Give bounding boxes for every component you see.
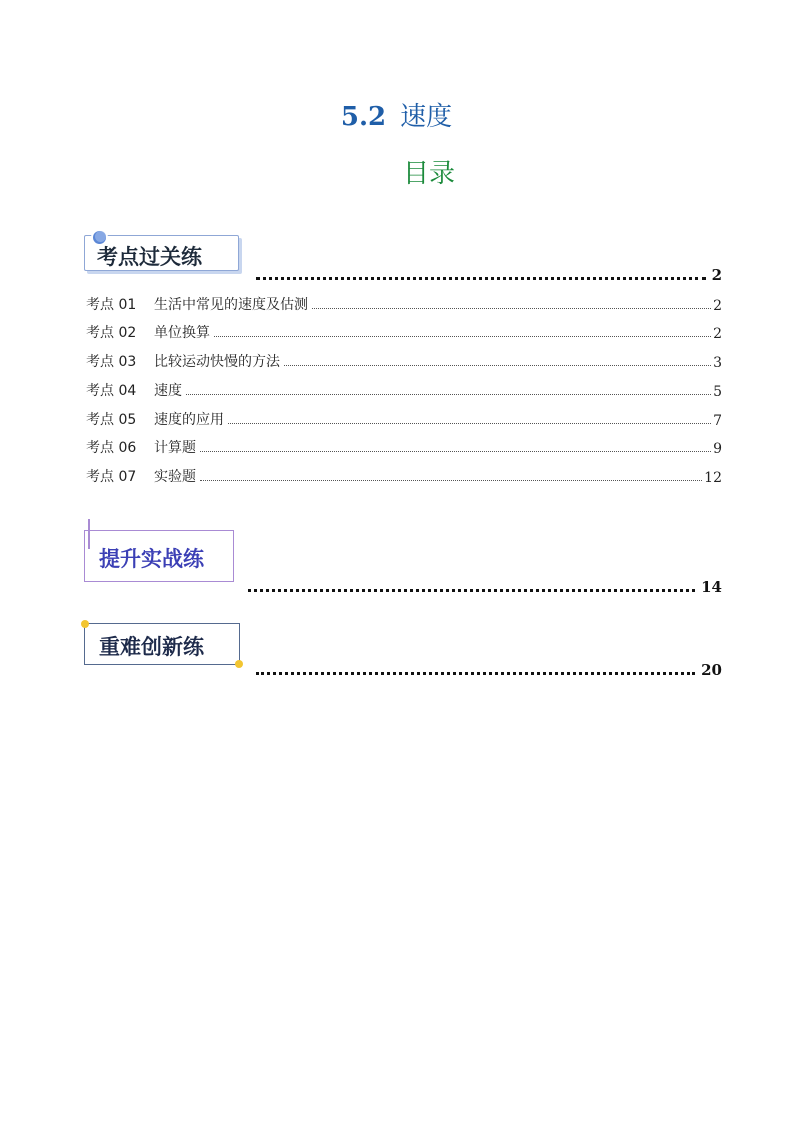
dotted-leader [228,423,711,424]
section-page-number: 20 [701,661,722,679]
toc-entry-code: 考点 01 [86,297,137,313]
toc-entry-code: 考点 07 [86,469,137,485]
page-title [0,96,793,133]
section-page-number: 14 [701,578,722,596]
toc-entry-code: 考点 06 [86,440,137,456]
toc-entry-name: 速度的应用 [154,412,224,428]
dotted-leader [312,308,711,309]
toc-entry[interactable] [86,351,722,371]
dotted-leader [200,480,702,481]
toc-entry-code: 考点 03 [86,354,137,370]
dotted-leader [256,672,695,675]
section-leader-1[interactable] [256,266,722,284]
toc-entry-name: 比较运动快慢的方法 [154,354,280,370]
toc-entry-page: 2 [713,326,722,342]
section-leader-3[interactable] [256,661,722,679]
toc-entry[interactable] [86,409,722,429]
section-number: 5.2 [340,102,387,132]
toc-entry[interactable] [86,380,722,400]
dotted-leader [248,589,695,592]
dotted-leader [200,451,711,452]
badge-corner-dot-icon [81,620,89,628]
toc-entry-page: 2 [713,298,722,314]
dotted-leader [256,277,706,280]
toc-entry-name: 单位换算 [154,325,210,341]
dotted-leader [284,365,711,366]
section-badge-1[interactable] [84,235,239,271]
toc-entry-page: 5 [713,384,722,400]
section-badge-label: 重难创新练 [99,635,204,659]
section-leader-2[interactable] [248,578,722,596]
toc-entry-page: 9 [713,441,722,457]
toc-entry-name: 实验题 [154,469,196,485]
dotted-leader [186,394,711,395]
toc-entry-name: 计算题 [154,440,196,456]
section-badge-label: 考点过关练 [97,245,202,269]
toc-entry-code: 考点 05 [86,412,137,428]
toc-entry[interactable] [86,437,722,457]
badge-accent-bar [88,519,90,549]
toc-entry-page: 12 [704,470,722,486]
toc-entry-page: 7 [713,413,722,429]
toc-entry-code: 考点 02 [86,325,137,341]
toc-entry-name: 生活中常见的速度及估测 [154,297,308,313]
section-title: 速度 [400,102,453,132]
section-page-number: 2 [711,266,722,284]
badge-corner-dot-icon [235,660,243,668]
section-badge-2[interactable] [84,530,234,582]
dotted-leader [214,336,711,337]
section-badge-label: 提升实战练 [99,547,204,571]
toc-entry[interactable] [86,466,722,486]
toc-entry-name: 速度 [154,383,182,399]
toc-entry[interactable] [86,322,722,342]
toc-entry-page: 3 [713,355,722,371]
section-badge-3[interactable] [84,623,240,665]
toc-entry-code: 考点 04 [86,383,137,399]
toc-heading: 目录 [402,159,455,189]
toc-entry[interactable] [86,294,722,314]
